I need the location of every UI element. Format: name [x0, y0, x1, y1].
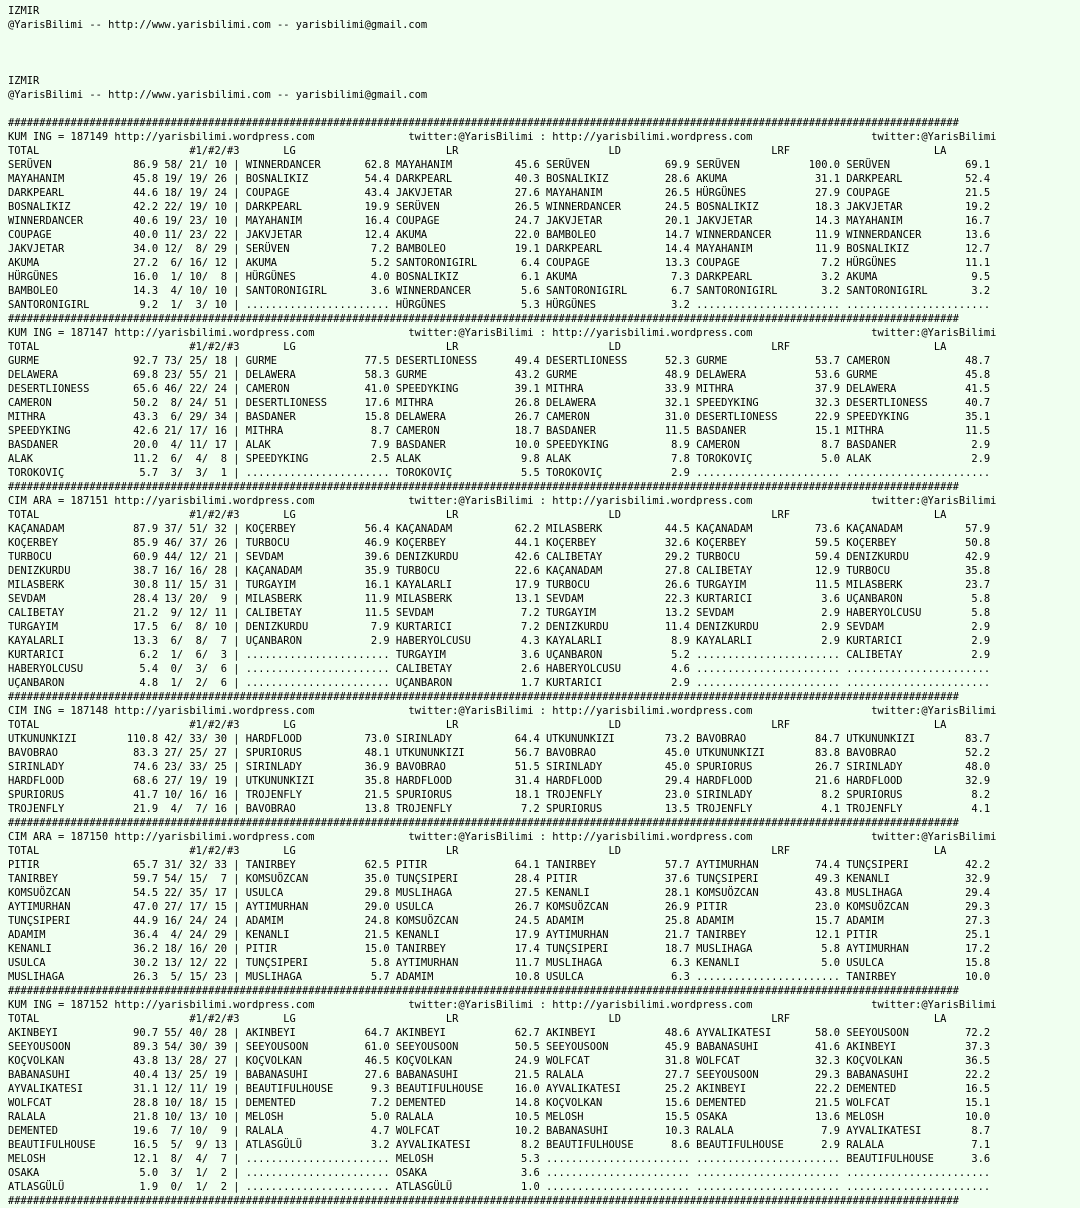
race-title: CIM ING = 187148 http://yarisbilimi.wordpress.com twitter:@YarisBilimi : http://yarisbilimi.wordpress.com twitter:@YarisBilimi — [8, 705, 997, 717]
race-title: KUM ING = 187147 http://yarisbilimi.wordpress.com twitter:@YarisBilimi : http://yarisbilimi.wordpress.com twitter:@YarisBilimi — [8, 327, 997, 339]
table-row: ADAMIM 36.4 4/ 24/ 29 | KENANLI 21.5 KENANLI 17.9 AYTIMURHAN 21.7 TANIRBEY 12.1 PITIR 25.1 — [8, 929, 991, 941]
table-row: DENIZKURDU 38.7 16/ 16/ 28 | KAÇANADAM 35.9 TURBOCU 22.6 KAÇANADAM 27.8 CALIBETAY 12.9 TURBOCU 35.8 — [8, 565, 991, 577]
table-row: PITIR 65.7 31/ 32/ 33 | TANIRBEY 62.5 PITIR 64.1 TANIRBEY 57.7 AYTIMURHAN 74.4 TUNÇSIPERI 42.2 — [8, 859, 991, 871]
section-separator: ######################################################################################################################################################## — [8, 1195, 959, 1207]
table-row: DEMENTED 19.6 7/ 10/ 9 | RALALA 4.7 WOLFCAT 10.2 BABANASUHI 10.3 RALALA 7.9 AYVALIKATESI 8.7 — [8, 1125, 991, 1137]
table-row: KAYALARLI 13.3 6/ 8/ 7 | UÇANBARON 2.9 HABERYOLCUSU 4.3 KAYALARLI 8.9 KAYALARLI 2.9 KURTARICI 2.9 — [8, 635, 991, 647]
section-separator: ######################################################################################################################################################## — [8, 985, 959, 997]
table-row: TUNÇSIPERI 44.9 16/ 24/ 24 | ADAMIM 24.8 KOMSUÖZCAN 24.5 ADAMIM 25.8 ADAMIM 15.7 ADAMIM 27.3 — [8, 915, 991, 927]
table-row: HABERYOLCUSU 5.4 0/ 3/ 6 | ....................... CALIBETAY 2.6 HABERYOLCUSU 4.6 ....................... ....................... — [8, 663, 991, 675]
table-row: DESERTLIONESS 65.6 46/ 22/ 24 | CAMERON 41.0 SPEEDYKING 39.1 MITHRA 33.9 MITHRA 37.9 DELAWERA 41.5 — [8, 383, 991, 395]
table-row: GURME 92.7 73/ 25/ 18 | GURME 77.5 DESERTLIONESS 49.4 DESERTLIONESS 52.3 GURME 53.7 CAMERON 48.7 — [8, 355, 991, 367]
table-row: DELAWERA 69.8 23/ 55/ 21 | DELAWERA 58.3 GURME 43.2 GURME 48.9 DELAWERA 53.6 GURME 45.8 — [8, 369, 991, 381]
table-row: BABANASUHI 40.4 13/ 25/ 19 | BABANASUHI 27.6 BABANASUHI 21.5 RALALA 27.7 SEEYOUSOON 29.3 BABANASUHI 22.2 — [8, 1069, 991, 1081]
race-title: CIM ARA = 187151 http://yarisbilimi.wordpress.com twitter:@YarisBilimi : http://yarisbilimi.wordpress.com twitter:@YarisBilimi — [8, 495, 997, 507]
table-row: TROJENFLY 21.9 4/ 7/ 16 | BAVOBRAO 13.8 TROJENFLY 7.2 SPURIORUS 13.5 TROJENFLY 4.1 TROJENFLY 4.1 — [8, 803, 991, 815]
table-row: USULCA 30.2 13/ 12/ 22 | TUNÇSIPERI 5.8 AYTIMURHAN 11.7 MUSLIHAGA 6.3 KENANLI 5.0 USULCA 15.8 — [8, 957, 991, 969]
race-tables — [8, 117, 996, 1207]
table-row: AKINBEYI 90.7 55/ 40/ 28 | AKINBEYI 64.7 AKINBEYI 62.7 AKINBEYI 48.6 AYVALIKATESI 58.0 SEEYOUSOON 72.2 — [8, 1027, 991, 1039]
race-title: KUM ING = 187152 http://yarisbilimi.wordpress.com twitter:@YarisBilimi : http://yarisbilimi.wordpress.com twitter:@YarisBilimi — [8, 999, 997, 1011]
table-row: MITHRA 43.3 6/ 29/ 34 | BASDANER 15.8 DELAWERA 26.7 CAMERON 31.0 DESERTLIONESS 22.9 SPEEDYKING 35.1 — [8, 411, 991, 423]
table-row: BAVOBRAO 83.3 27/ 25/ 27 | SPURIORUS 48.1 UTKUNUNKIZI 56.7 BAVOBRAO 45.0 UTKUNUNKIZI 83.8 BAVOBRAO 52.2 — [8, 747, 991, 759]
table-row: SANTORONIGIRL 9.2 1/ 3/ 10 | ....................... HÜRGÜNES 5.3 HÜRGÜNES 3.2 ....................... ....................... — [8, 299, 991, 311]
table-row: TOROKOVIÇ 5.7 3/ 3/ 1 | ....................... TOROKOVIÇ 5.5 TOROKOVIÇ 2.9 ....................... ....................... — [8, 467, 991, 479]
table-row: MUSLIHAGA 26.3 5/ 15/ 23 | MUSLIHAGA 5.7 ADAMIM 10.8 USULCA 6.3 ....................... TANIRBEY 10.0 — [8, 971, 991, 983]
table-row: KOMSUÖZCAN 54.5 22/ 35/ 17 | USULCA 29.8 MUSLIHAGA 27.5 KENANLI 28.1 KOMSUÖZCAN 43.8 MUSLIHAGA 29.4 — [8, 887, 991, 899]
table-row: KAÇANADAM 87.9 37/ 51/ 32 | KOÇERBEY 56.4 KAÇANADAM 62.2 MILASBERK 44.5 KAÇANADAM 73.6 KAÇANADAM 57.9 — [8, 523, 991, 535]
table-row: RALALA 21.8 10/ 13/ 10 | MELOSH 5.0 RALALA 10.5 MELOSH 15.5 OSAKA 13.6 MELOSH 10.0 — [8, 1111, 991, 1123]
section-separator: ######################################################################################################################################################## — [8, 817, 959, 829]
contact-line-repeat: @YarisBilimi -- http://www.yarisbilimi.com -- yarisbilimi@gmail.com — [8, 89, 428, 101]
table-row: TANIRBEY 59.7 54/ 15/ 7 | KOMSUÖZCAN 35.0 TUNÇSIPERI 28.4 PITIR 37.6 TUNÇSIPERI 49.3 KENANLI 32.9 — [8, 873, 991, 885]
table-row: KOÇERBEY 85.9 46/ 37/ 26 | TURBOCU 46.9 KOÇERBEY 44.1 KOÇERBEY 32.6 KOÇERBEY 59.5 KOÇERBEY 50.8 — [8, 537, 991, 549]
race-title: CIM ARA = 187150 http://yarisbilimi.wordpress.com twitter:@YarisBilimi : http://yarisbilimi.wordpress.com twitter:@YarisBilimi — [8, 831, 997, 843]
table-row: AKUMA 27.2 6/ 16/ 12 | AKUMA 5.2 SANTORONIGIRL 6.4 COUPAGE 13.3 COUPAGE 7.2 HÜRGÜNES 11.1 — [8, 257, 991, 269]
table-row: MELOSH 12.1 8/ 4/ 7 | ....................... MELOSH 5.3 ....................... ....................... BEAUTIFULHOUSE 3.6 — [8, 1153, 991, 1165]
table-row: BEAUTIFULHOUSE 16.5 5/ 9/ 13 | ATLASGÜLÜ 3.2 AYVALIKATESI 8.2 BEAUTIFULHOUSE 8.6 BEAUTIFULHOUSE 2.9 RALALA 7.1 — [8, 1139, 991, 1151]
column-header: TOTAL #1/#2/#3 LG LR LD LRF LA — [8, 145, 947, 157]
table-row: HÜRGÜNES 16.0 1/ 10/ 8 | HÜRGÜNES 4.0 BOSNALIKIZ 6.1 AKUMA 7.3 DARKPEARL 3.2 AKUMA 9.5 — [8, 271, 991, 283]
column-header: TOTAL #1/#2/#3 LG LR LD LRF LA — [8, 1013, 947, 1025]
table-row: SEEYOUSOON 89.3 54/ 30/ 39 | SEEYOUSOON 61.0 SEEYOUSOON 50.5 SEEYOUSOON 45.9 BABANASUHI 41.6 AKINBEYI 37.3 — [8, 1041, 991, 1053]
table-row: ALAK 11.2 6/ 4/ 8 | SPEEDYKING 2.5 ALAK 9.8 ALAK 7.8 TOROKOVIÇ 5.0 ALAK 2.9 — [8, 453, 991, 465]
table-row: ATLASGÜLÜ 1.9 0/ 1/ 2 | ....................... ATLASGÜLÜ 1.0 ....................... ....................... ....................... — [8, 1181, 991, 1193]
table-row: KENANLI 36.2 18/ 16/ 20 | PITIR 15.0 TANIRBEY 17.4 TUNÇSIPERI 18.7 MUSLIHAGA 5.8 AYTIMURHAN 17.2 — [8, 943, 991, 955]
section-separator: ######################################################################################################################################################## — [8, 691, 959, 703]
section-separator: ######################################################################################################################################################## — [8, 481, 959, 493]
table-row: MAYAHANIM 45.8 19/ 19/ 26 | BOSNALIKIZ 54.4 DARKPEARL 40.3 BOSNALIKIZ 28.6 AKUMA 31.1 DARKPEARL 52.4 — [8, 173, 991, 185]
table-row: UTKUNUNKIZI 110.8 42/ 33/ 30 | HARDFLOOD 73.0 SIRINLADY 64.4 UTKUNUNKIZI 73.2 BAVOBRAO 84.7 UTKUNUNKIZI 83.7 — [8, 733, 991, 745]
table-row: TURGAYIM 17.5 6/ 8/ 10 | DENIZKURDU 7.9 KURTARICI 7.2 DENIZKURDU 11.4 DENIZKURDU 2.9 SEVDAM 2.9 — [8, 621, 991, 633]
table-row: OSAKA 5.0 3/ 1/ 2 | ....................... OSAKA 3.6 ....................... ....................... ....................... — [8, 1167, 991, 1179]
table-row: SERÜVEN 86.9 58/ 21/ 10 | WINNERDANCER 62.8 MAYAHANIM 45.6 SERÜVEN 69.9 SERÜVEN 100.0 SERÜVEN 69.1 — [8, 159, 991, 171]
section-separator: ######################################################################################################################################################## — [8, 117, 959, 129]
table-row: SPEEDYKING 42.6 21/ 17/ 16 | MITHRA 8.7 CAMERON 18.7 BASDANER 11.5 BASDANER 15.1 MITHRA 11.5 — [8, 425, 991, 437]
report-page — [8, 4, 996, 1208]
table-row: MILASBERK 30.8 11/ 15/ 31 | TURGAYIM 16.1 KAYALARLI 17.9 TURBOCU 26.6 TURGAYIM 11.5 MILASBERK 23.7 — [8, 579, 991, 591]
table-row: BAMBOLEO 14.3 4/ 10/ 10 | SANTORONIGIRL 3.6 WINNERDANCER 5.6 SANTORONIGIRL 6.7 SANTORONIGIRL 3.2 SANTORONIGIRL 3.2 — [8, 285, 991, 297]
table-row: SPURIORUS 41.7 10/ 16/ 16 | TROJENFLY 21.5 SPURIORUS 18.1 TROJENFLY 23.0 SIRINLADY 8.2 SPURIORUS 8.2 — [8, 789, 991, 801]
city-heading-repeat: IZMIR — [8, 75, 40, 87]
table-row: CAMERON 50.2 8/ 24/ 51 | DESERTLIONESS 17.6 MITHRA 26.8 DELAWERA 32.1 SPEEDYKING 32.3 DESERTLIONESS 40.7 — [8, 397, 991, 409]
table-row: DARKPEARL 44.6 18/ 19/ 24 | COUPAGE 43.4 JAKVJETAR 27.6 MAYAHANIM 26.5 HÜRGÜNES 27.9 COUPAGE 21.5 — [8, 187, 991, 199]
table-row: BOSNALIKIZ 42.2 22/ 19/ 10 | DARKPEARL 19.9 SERÜVEN 26.5 WINNERDANCER 24.5 BOSNALIKIZ 18.3 JAKVJETAR 19.2 — [8, 201, 991, 213]
city-heading: IZMIR — [8, 5, 40, 17]
table-row: KURTARICI 6.2 1/ 6/ 3 | ....................... TURGAYIM 3.6 UÇANBARON 5.2 ....................... CALIBETAY 2.9 — [8, 649, 991, 661]
column-header: TOTAL #1/#2/#3 LG LR LD LRF LA — [8, 845, 947, 857]
table-row: BASDANER 20.0 4/ 11/ 17 | ALAK 7.9 BASDANER 10.0 SPEEDYKING 8.9 CAMERON 8.7 BASDANER 2.9 — [8, 439, 991, 451]
table-row: AYTIMURHAN 47.0 27/ 17/ 15 | AYTIMURHAN 29.0 USULCA 26.7 KOMSUÖZCAN 26.9 PITIR 23.0 KOMSUÖZCAN 29.3 — [8, 901, 991, 913]
table-row: JAKVJETAR 34.0 12/ 8/ 29 | SERÜVEN 7.2 BAMBOLEO 19.1 DARKPEARL 14.4 MAYAHANIM 11.9 BOSNALIKIZ 12.7 — [8, 243, 991, 255]
table-row: COUPAGE 40.0 11/ 23/ 22 | JAKVJETAR 12.4 AKUMA 22.0 BAMBOLEO 14.7 WINNERDANCER 11.9 WINNERDANCER 13.6 — [8, 229, 991, 241]
section-separator: ######################################################################################################################################################## — [8, 313, 959, 325]
column-header: TOTAL #1/#2/#3 LG LR LD LRF LA — [8, 341, 947, 353]
table-row: HARDFLOOD 68.6 27/ 19/ 19 | UTKUNUNKIZI 35.8 HARDFLOOD 31.4 HARDFLOOD 29.4 HARDFLOOD 21.6 HARDFLOOD 32.9 — [8, 775, 991, 787]
column-header: TOTAL #1/#2/#3 LG LR LD LRF LA — [8, 509, 947, 521]
table-row: WINNERDANCER 40.6 19/ 23/ 10 | MAYAHANIM 16.4 COUPAGE 24.7 JAKVJETAR 20.1 JAKVJETAR 14.3 MAYAHANIM 16.7 — [8, 215, 991, 227]
table-row: TURBOCU 60.9 44/ 12/ 21 | SEVDAM 39.6 DENIZKURDU 42.6 CALIBETAY 29.2 TURBOCU 59.4 DENIZKURDU 42.9 — [8, 551, 991, 563]
table-row: KOÇVOLKAN 43.8 13/ 28/ 27 | KOÇVOLKAN 46.5 KOÇVOLKAN 24.9 WOLFCAT 31.8 WOLFCAT 32.3 KOÇVOLKAN 36.5 — [8, 1055, 991, 1067]
table-row: SEVDAM 28.4 13/ 20/ 9 | MILASBERK 11.9 MILASBERK 13.1 SEVDAM 22.3 KURTARICI 3.6 UÇANBARON 5.8 — [8, 593, 991, 605]
table-row: CALIBETAY 21.2 9/ 12/ 11 | CALIBETAY 11.5 SEVDAM 7.2 TURGAYIM 13.2 SEVDAM 2.9 HABERYOLCUSU 5.8 — [8, 607, 991, 619]
table-row: AYVALIKATESI 31.1 12/ 11/ 19 | BEAUTIFULHOUSE 9.3 BEAUTIFULHOUSE 16.0 AYVALIKATESI 25.2 AKINBEYI 22.2 DEMENTED 16.5 — [8, 1083, 991, 1095]
race-title: KUM ING = 187149 http://yarisbilimi.wordpress.com twitter:@YarisBilimi : http://yarisbilimi.wordpress.com twitter:@YarisBilimi — [8, 131, 997, 143]
column-header: TOTAL #1/#2/#3 LG LR LD LRF LA — [8, 719, 947, 731]
table-row: WOLFCAT 28.8 10/ 18/ 15 | DEMENTED 7.2 DEMENTED 14.8 KOÇVOLKAN 15.6 DEMENTED 21.5 WOLFCAT 15.1 — [8, 1097, 991, 1109]
table-row: UÇANBARON 4.8 1/ 2/ 6 | ....................... UÇANBARON 1.7 KURTARICI 2.9 ....................... ....................... — [8, 677, 991, 689]
contact-line: @YarisBilimi -- http://www.yarisbilimi.com -- yarisbilimi@gmail.com — [8, 19, 428, 31]
table-row: SIRINLADY 74.6 23/ 33/ 25 | SIRINLADY 36.9 BAVOBRAO 51.5 SIRINLADY 45.0 SPURIORUS 26.7 SIRINLADY 48.0 — [8, 761, 991, 773]
